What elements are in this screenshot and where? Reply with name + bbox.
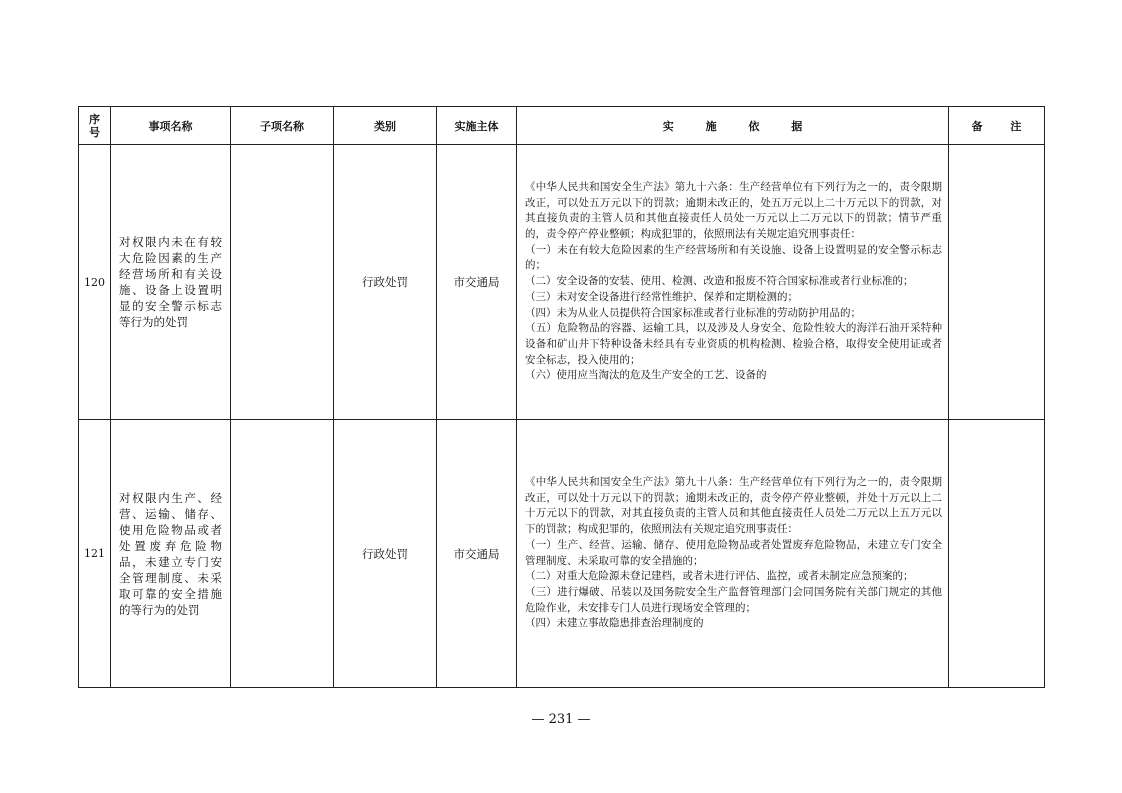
header-category: 类别 <box>334 107 437 145</box>
row-sub-item <box>231 420 334 688</box>
row-item-name: 对权限内未在有较大危险因素的生产经营场所和有关设施、设备上设置明显的安全警示标志等行为的处罚 <box>111 145 231 420</box>
row-sub-item <box>231 145 334 420</box>
table-row <box>79 145 1045 420</box>
row-basis: 《中华人民共和国安全生产法》第九十六条：生产经营单位有下列行为之一的，责令限期改正，可以处五万元以下的罚款；逾期未改正的，处五万元以上二十万元以下的罚款，对其直接负责的主管人员和其他直接责任人员处一万元以上二万元以下的罚款；情节严重的，责令停产停业整顿；构成犯罪的，依照刑法有关规定追究刑事责任： （一）未在有较大危险因素的生产经营场所和有关设施、设备上设置明显的安全警示标志的； （二）安全设备的安装、使用、检测、改造和报废不符合国家标准或者行业标准的； （三）未对安全设备进行经常性维护、保养和定期检测的； （四）未为从业人员提供符合国家标准或者行业标准的劳动防护用品的； （五）危险物品的容器、运输工具，以及涉及人身安全、危险性较大的海洋石油开采特种设备和矿山井下特种设备未经具有专业资质的机构检测、检验合格，取得安全使用证或者安全标志，投入使用的； （六）使用应当淘汰的危及生产安全的工艺、设备的 <box>517 145 949 420</box>
row-category: 行政处罚 <box>334 145 437 420</box>
table-row <box>79 420 1045 688</box>
header-sub-item: 子项名称 <box>231 107 334 145</box>
row-authority: 市交通局 <box>437 420 517 688</box>
row-seq: 121 <box>79 420 111 688</box>
header-row <box>79 107 1045 145</box>
header-seq: 序号 <box>79 107 111 145</box>
row-notes <box>949 145 1045 420</box>
header-authority: 实施主体 <box>437 107 517 145</box>
regulation-table <box>78 106 1045 688</box>
header-notes: 备 注 <box>949 107 1045 145</box>
row-basis: 《中华人民共和国安全生产法》第九十八条：生产经营单位有下列行为之一的，责令限期改正，可以处十万元以下的罚款；逾期未改正的，责令停产停业整顿，并处十万元以上二十万元以下的罚款，对其直接负责的主管人员和其他直接责任人员处二万元以上五万元以下的罚款；构成犯罪的，依照刑法有关规定追究刑事责任： （一）生产、经营、运输、储存、使用危险物品或者处置废弃危险物品，未建立专门安全管理制度、未采取可靠的安全措施的； （二）对重大危险源未登记建档，或者未进行评估、监控，或者未制定应急预案的； （三）进行爆破、吊装以及国务院安全生产监督管理部门会同国务院有关部门规定的其他危险作业，未安排专门人员进行现场安全管理的； （四）未建立事故隐患排查治理制度的 <box>517 420 949 688</box>
row-seq: 120 <box>79 145 111 420</box>
header-basis: 实 施 依 据 <box>517 107 949 145</box>
header-item-name: 事项名称 <box>111 107 231 145</box>
page-number: — 231 — <box>531 712 591 727</box>
row-category: 行政处罚 <box>334 420 437 688</box>
row-authority: 市交通局 <box>437 145 517 420</box>
row-item-name: 对权限内生产、经营、运输、储存、使用危险物品或者处置废弃危险物品，未建立专门安全管理制度、未采取可靠的安全措施的等行为的处罚 <box>111 420 231 688</box>
row-notes <box>949 420 1045 688</box>
